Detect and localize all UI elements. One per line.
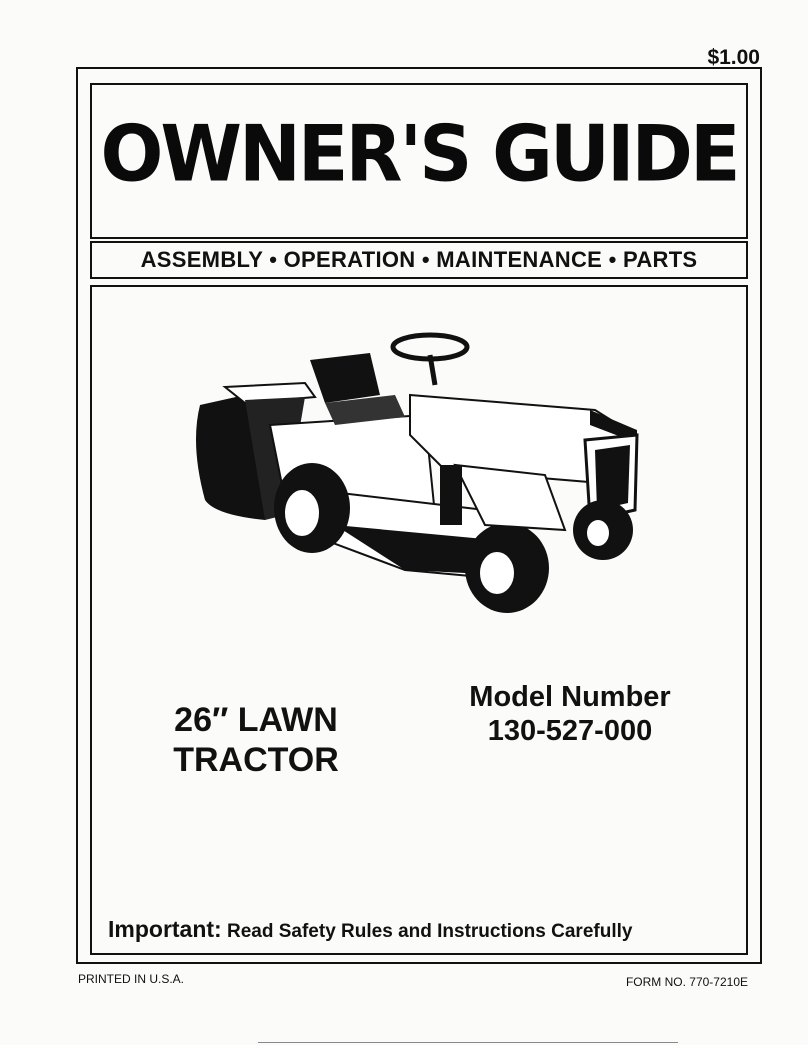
price-tag: $1.00 [707, 46, 760, 69]
form-number: FORM NO. 770-7210E [625, 975, 748, 989]
model-block [452, 680, 688, 748]
printed-in-label: PRINTED IN U.S.A. [78, 972, 185, 986]
model-label: Model Number [469, 681, 671, 713]
product-name-line2: TRACTOR [173, 741, 339, 779]
bottom-rule [258, 1042, 678, 1043]
page-title: OWNER'S GUIDE [100, 108, 738, 200]
product-name-line1: 26″ LAWN [174, 701, 338, 739]
title-box [90, 83, 748, 239]
section-list: ASSEMBLY • OPERATION • MAINTENANCE • PARTS [140, 247, 698, 272]
safety-notice-lead: Important: [108, 916, 222, 942]
safety-notice-text: Read Safety Rules and Instructions Carefully [227, 921, 633, 942]
model-number: 130-527-000 [487, 715, 653, 747]
safety-notice [108, 916, 632, 943]
lawn-tractor-illustration [185, 325, 645, 620]
subtitle-box [90, 241, 748, 279]
product-name [145, 700, 367, 780]
